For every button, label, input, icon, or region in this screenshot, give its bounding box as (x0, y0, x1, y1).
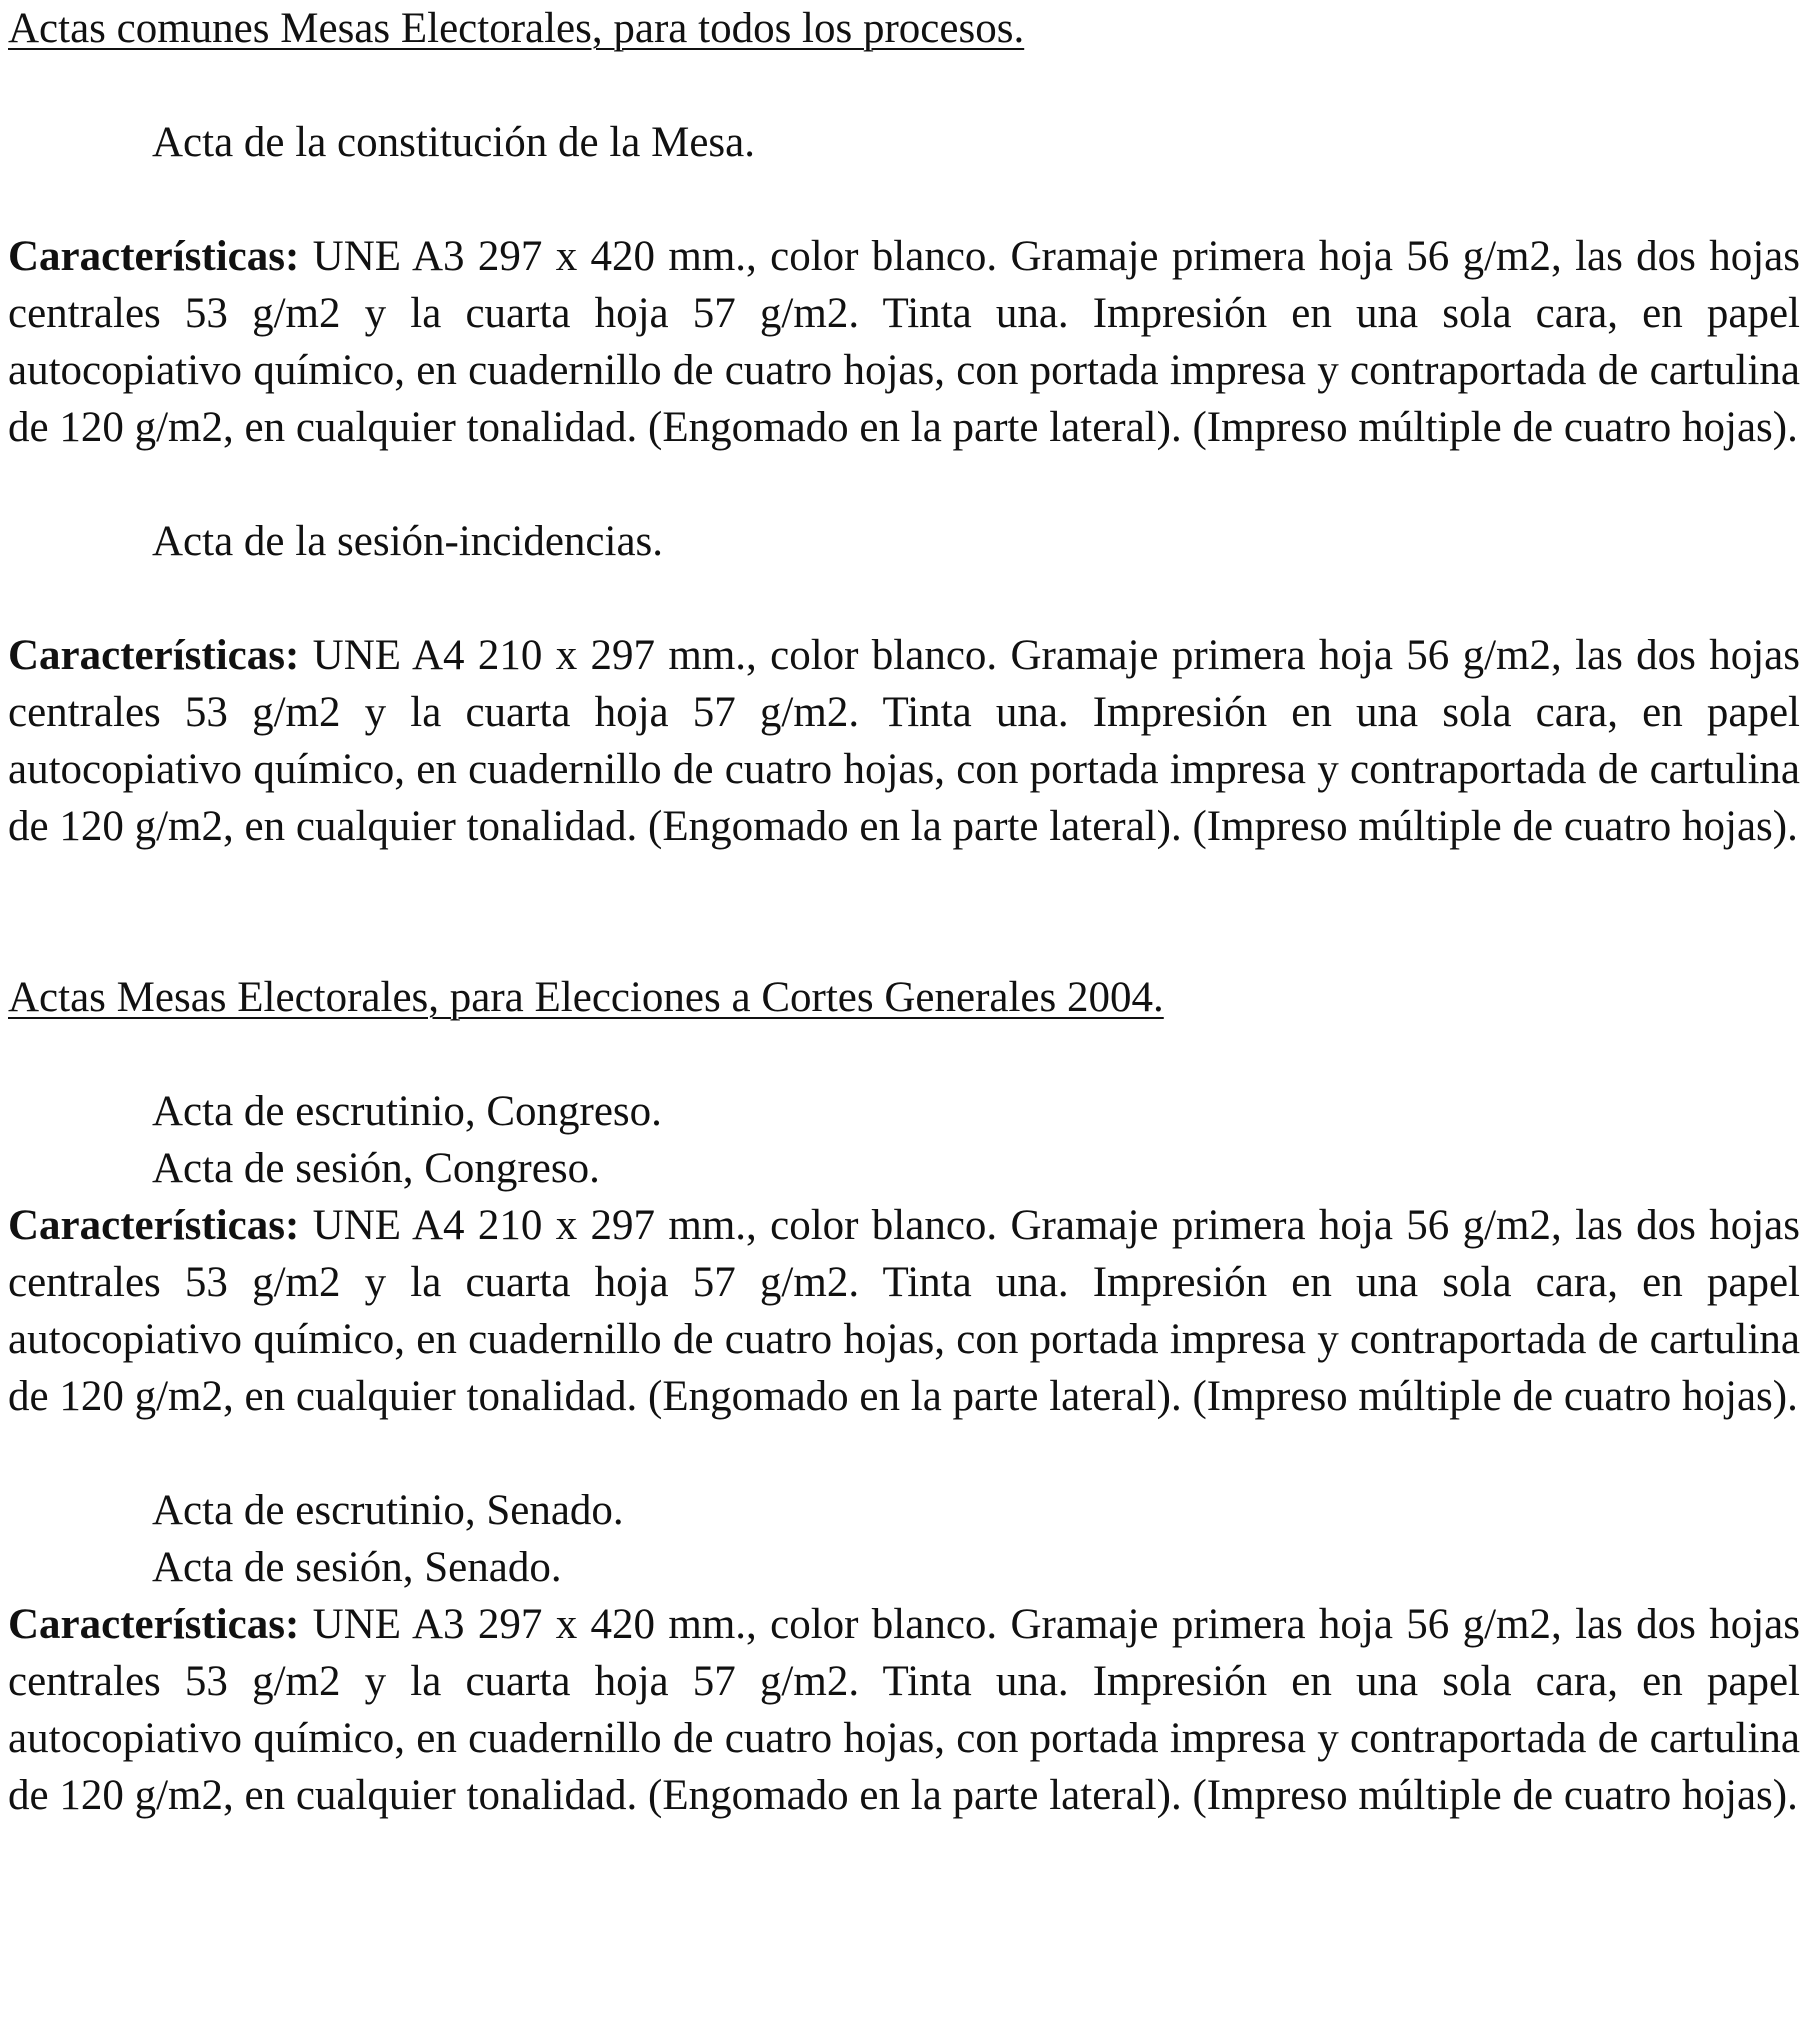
characteristics-text: UNE A3 297 x 420 mm., color blanco. Gramaje primera hoja 56 g/m2, las dos hojas centrales 53 g/m2 y la cuarta hoja 57 g/m2. Tinta una. Impresión en una sola cara, en papel autocopiativo químico, en cuadernillo de cuatro hojas, con portada impresa y contraportada de cartulina de 120 g/m2, en cualquier tonalidad. (Engomado en la parte lateral). (Impreso múltiple de cuatro hojas). (8, 1601, 1800, 1819)
spacer (8, 456, 1800, 513)
characteristics-text: UNE A4 210 x 297 mm., color blanco. Gramaje primera hoja 56 g/m2, las dos hojas centrales 53 g/m2 y la cuarta hoja 57 g/m2. Tinta una. Impresión en una sola cara, en papel autocopiativo químico, en cuadernillo de cuatro hojas, con portada impresa y contraportada de cartulina de 120 g/m2, en cualquier tonalidad. (Engomado en la parte lateral). (Impreso múltiple de cuatro hojas). (8, 1202, 1800, 1420)
characteristics-paragraph (8, 1197, 1800, 1425)
characteristics-label: Características: (8, 233, 300, 280)
spacer (8, 1026, 1800, 1083)
acta-item: Acta de sesión, Senado. (152, 1544, 562, 1591)
spacer (8, 171, 1800, 228)
section-heading: Actas comunes Mesas Electorales, para todos los procesos. (8, 5, 1025, 52)
acta-item: Acta de escrutinio, Senado. (152, 1487, 624, 1534)
characteristics-label: Características: (8, 1202, 300, 1249)
spacer (8, 855, 1800, 969)
section-heading: Actas Mesas Electorales, para Elecciones a Cortes Generales 2004. (8, 974, 1164, 1021)
characteristics-text: UNE A3 297 x 420 mm., color blanco. Gramaje primera hoja 56 g/m2, las dos hojas centrales 53 g/m2 y la cuarta hoja 57 g/m2. Tinta una. Impresión en una sola cara, en papel autocopiativo químico, en cuadernillo de cuatro hojas, con portada impresa y contraportada de cartulina de 120 g/m2, en cualquier tonalidad. (Engomado en la parte lateral). (Impreso múltiple de cuatro hojas). (8, 233, 1800, 451)
acta-item: Acta de escrutinio, Congreso. (152, 1088, 662, 1135)
spacer (8, 57, 1800, 114)
characteristics-paragraph (8, 1596, 1800, 1824)
acta-item: Acta de la sesión-incidencias. (152, 518, 664, 565)
spacer (8, 1425, 1800, 1482)
spacer (8, 570, 1800, 627)
characteristics-label: Características: (8, 632, 300, 679)
characteristics-paragraph (8, 228, 1800, 456)
characteristics-paragraph (8, 627, 1800, 855)
acta-item: Acta de sesión, Congreso. (152, 1145, 600, 1192)
document-page (8, 0, 1800, 1824)
characteristics-text: UNE A4 210 x 297 mm., color blanco. Gramaje primera hoja 56 g/m2, las dos hojas centrales 53 g/m2 y la cuarta hoja 57 g/m2. Tinta una. Impresión en una sola cara, en papel autocopiativo químico, en cuadernillo de cuatro hojas, con portada impresa y contraportada de cartulina de 120 g/m2, en cualquier tonalidad. (Engomado en la parte lateral). (Impreso múltiple de cuatro hojas). (8, 632, 1800, 850)
characteristics-label: Características: (8, 1601, 300, 1648)
acta-item: Acta de la constitución de la Mesa. (152, 119, 755, 166)
